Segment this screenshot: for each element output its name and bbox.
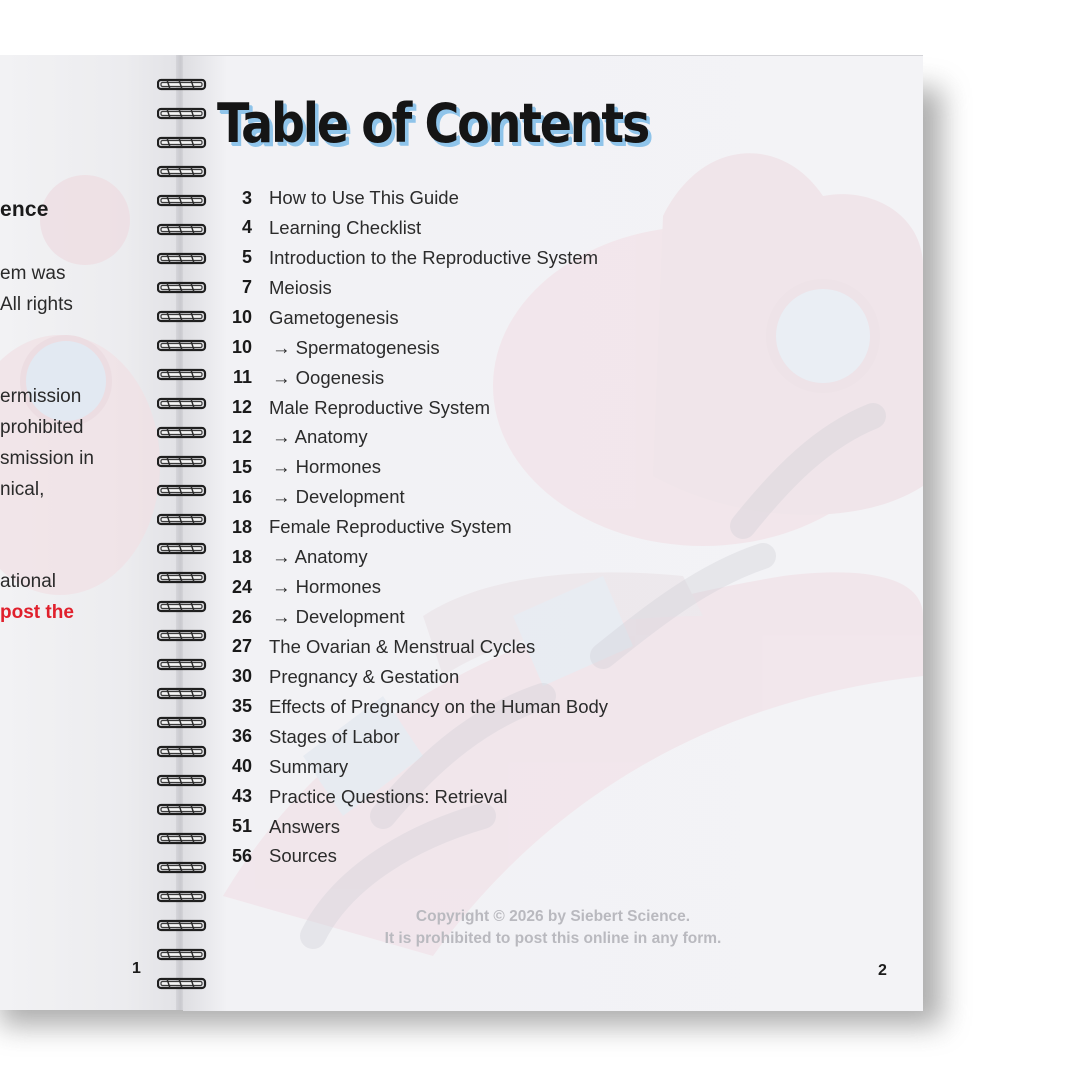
toc-entry[interactable] [222, 243, 598, 273]
left-page-text-line: smission in [0, 448, 94, 469]
left-page-text-line: em was [0, 263, 66, 284]
toc-entry[interactable] [222, 512, 512, 542]
toc-entry[interactable] [222, 632, 535, 662]
page-number-right: 2 [878, 962, 887, 979]
spiral-coil-icon [157, 513, 207, 526]
toc-entry[interactable] [222, 273, 332, 303]
spiral-coil-icon [157, 658, 207, 671]
toc-entry-title: Introduction to the Reproductive System [269, 246, 599, 268]
copyright-text: Copyright © 2026 by Siebert Science. [415, 908, 691, 925]
toc-entry-title: Learning Checklist [269, 216, 422, 238]
toc-entry[interactable] [222, 303, 399, 333]
toc-entry[interactable] [222, 183, 459, 213]
toc-entry[interactable] [222, 422, 368, 452]
toc-entry[interactable] [222, 782, 508, 812]
left-page-text-line: prohibited [0, 417, 84, 438]
toc-page-number: 51 [231, 816, 252, 837]
spiral-coil-icon [157, 136, 207, 149]
toc-page-number: 18 [231, 546, 252, 567]
spiral-coil-icon [157, 803, 207, 816]
spiral-coil-icon [157, 716, 207, 729]
left-page-text-line: ermission [0, 386, 82, 407]
toc-page-number: 43 [231, 786, 252, 807]
spiral-coil-icon [157, 78, 207, 91]
spiral-coil-icon [157, 281, 207, 294]
toc-page-number: 24 [231, 576, 252, 597]
toc-entry[interactable] [222, 692, 608, 722]
toc-entry[interactable] [222, 333, 440, 363]
toc-page-number: 11 [232, 367, 252, 388]
toc-entry[interactable] [222, 393, 490, 423]
toc-page-number: 7 [241, 277, 252, 298]
toc-entry[interactable] [222, 542, 368, 572]
spiral-coil-icon [157, 310, 207, 323]
toc-page-number: 18 [231, 516, 252, 537]
spiral-coil-icon [157, 745, 207, 758]
toc-entry-title: The Ovarian & Menstrual Cycles [269, 635, 536, 657]
toc-page-number: 30 [231, 666, 252, 687]
toc-page-number: 15 [231, 456, 252, 477]
toc-entry[interactable] [222, 213, 421, 243]
toc-page-number: 35 [231, 696, 252, 717]
toc-entry-title: How to Use This Guide [269, 187, 459, 208]
toc-page-number: 27 [231, 636, 252, 657]
toc-entry-title: Sources [269, 845, 337, 867]
spiral-coil-icon [157, 368, 207, 381]
toc-entry[interactable] [222, 452, 381, 482]
toc-entry[interactable] [222, 572, 381, 602]
toc-page-number: 56 [231, 845, 252, 866]
copyright-notice: It is prohibited to post this online in any form. [384, 930, 722, 947]
toc-page-number: 12 [231, 426, 252, 447]
spiral-coil-icon [157, 252, 207, 265]
spiral-coil-icon [157, 542, 207, 555]
toc-entry-title: Female Reproductive System [269, 516, 512, 538]
toc-page-number: 36 [231, 726, 252, 747]
spiral-coil-icon [157, 890, 207, 903]
spiral-coil-icon [157, 861, 207, 874]
toc-entry[interactable] [222, 363, 384, 393]
toc-entry[interactable] [222, 841, 337, 871]
spiral-coil-icon [157, 687, 207, 700]
left-page-text-line: ational [0, 571, 56, 592]
left-page-text-line: All rights [0, 294, 73, 315]
spiral-coil-icon [157, 948, 207, 961]
toc-page-number: 4 [241, 217, 252, 238]
toc-entry-title: Answers [269, 815, 340, 837]
toc-entry[interactable] [222, 662, 459, 692]
toc-entry-title: Practice Questions: Retrieval [269, 785, 508, 807]
toc-entry[interactable] [222, 812, 340, 842]
toc-entry-title: → Development [272, 486, 405, 508]
spiral-coil-icon [157, 571, 207, 584]
toc-entry-title: → Anatomy [272, 426, 368, 448]
page-title: Table of Contents [217, 92, 649, 155]
toc-page-number: 40 [231, 756, 252, 777]
toc-entry-title: → Oogenesis [272, 366, 385, 388]
toc-entry[interactable] [222, 482, 405, 512]
toc-entry-title: → Hormones [272, 456, 381, 478]
toc-entry-title: → Hormones [272, 576, 381, 598]
spiral-coil-icon [157, 484, 207, 497]
spiral-coil-icon [157, 774, 207, 787]
toc-entry[interactable] [222, 602, 405, 632]
toc-page-number: 12 [231, 397, 252, 417]
toc-page-number: 16 [231, 486, 252, 507]
toc-page-number: 26 [231, 606, 252, 627]
spiral-coil-icon [157, 832, 207, 845]
spiral-coil-icon [157, 426, 207, 439]
toc-entry-title: Gametogenesis [269, 306, 399, 328]
toc-entry[interactable] [222, 752, 348, 782]
toc-entry-title: → Development [272, 606, 405, 628]
spiral-coil-icon [157, 629, 207, 642]
toc-entry-title: → Spermatogenesis [272, 336, 440, 358]
toc-entry-title: Summary [269, 755, 349, 777]
spiral-coil-icon [157, 107, 207, 120]
watermark-circle [20, 335, 112, 427]
toc-page-number: 10 [231, 307, 252, 328]
spiral-coil-icon [157, 455, 207, 468]
toc-entry[interactable] [222, 722, 400, 752]
toc-page-number: 10 [231, 337, 252, 358]
toc-page-number: 3 [241, 187, 252, 208]
left-page-text-line: nical, [0, 479, 45, 500]
left-page-warning-text: post the [0, 602, 74, 623]
spiral-coil-icon [157, 339, 207, 352]
toc-page-number: 5 [241, 247, 252, 268]
toc-entry-title: → Anatomy [272, 546, 368, 568]
toc-entry-title: Meiosis [269, 276, 332, 298]
page-number-left: 1 [132, 960, 141, 977]
toc-entry-title: Male Reproductive System [269, 396, 491, 418]
toc-entry-title: Effects of Pregnancy on the Human Body [269, 695, 609, 717]
spiral-coil-icon [157, 600, 207, 613]
left-page-heading: ence [0, 198, 49, 221]
spiral-coil-icon [157, 194, 207, 207]
spiral-coil-icon [157, 977, 207, 990]
spiral-coil-icon [157, 397, 207, 410]
toc-entry-title: Stages of Labor [269, 725, 400, 747]
spiral-coil-icon [157, 165, 207, 178]
spiral-coil-icon [157, 223, 207, 236]
toc-entry-title: Pregnancy & Gestation [269, 665, 460, 687]
